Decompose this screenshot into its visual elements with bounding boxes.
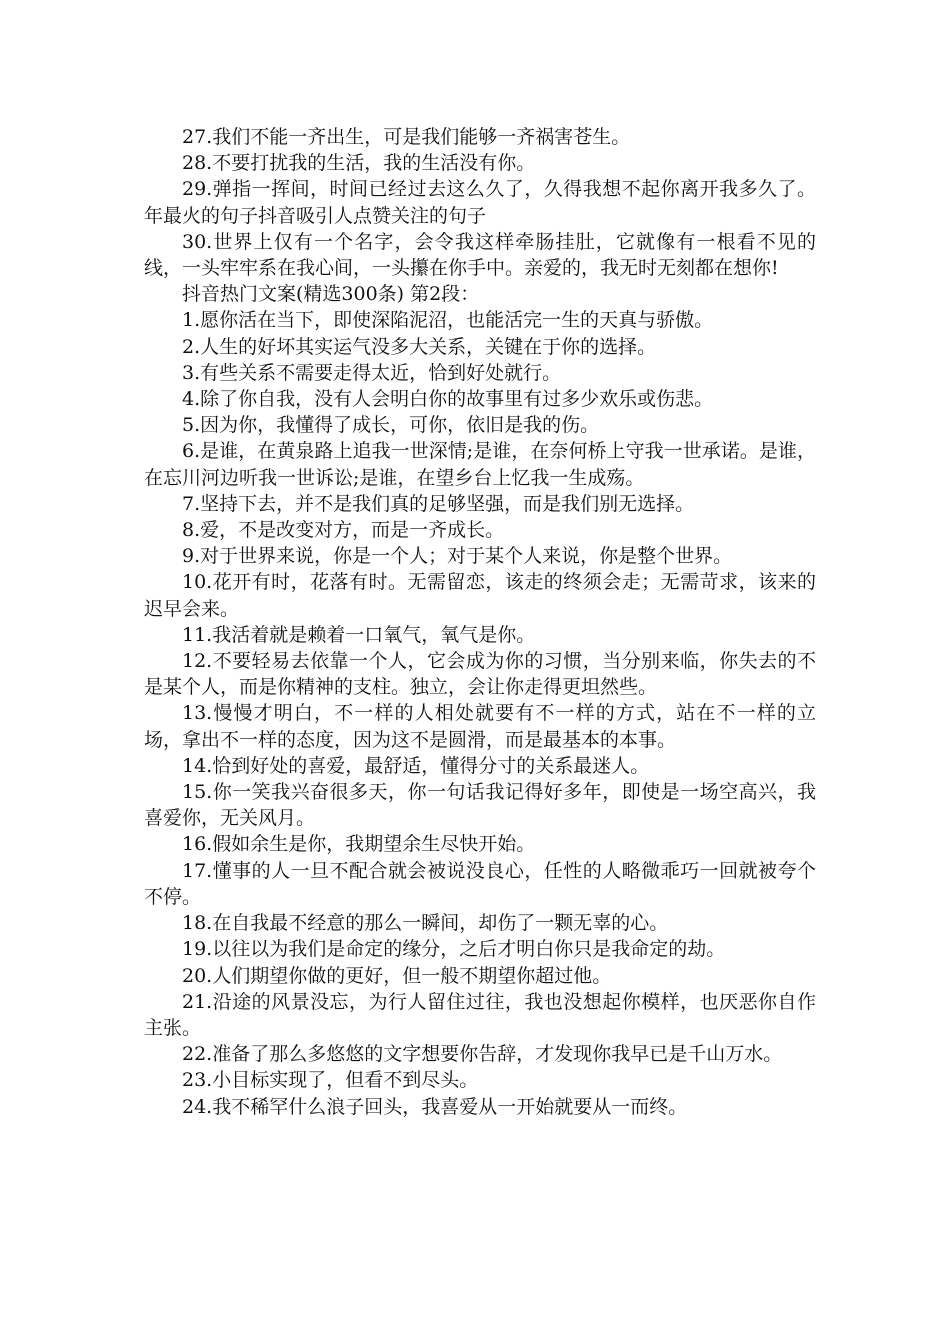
paragraph-item-28: 28.不要打扰我的生活，我的生活没有你。 xyxy=(182,152,536,175)
paragraph-item-12: 12.不要轻易去依靠一个人，它会成为你的习惯，当分别来临，你失去的不是某个人，而是你精神的支柱。独立，会让你走得更坦然些。 xyxy=(144,650,816,699)
paragraph-item-17: 17.懂事的人一旦不配合就会被说没良心，任性的人略微乖巧一回就被夸个不停。 xyxy=(144,859,816,908)
paragraph-item-30: 30.世界上仅有一个名字，会令我这样牵肠挂肚，它就像有一根看不见的线，一头牢牢系在我心间，一头攥在你手中。亲爱的，我无时无刻都在想你! xyxy=(144,230,816,280)
paragraph-item-13: 13.慢慢才明白，不一样的人相处就要有不一样的方式，站在不一样的立场，拿出不一样的态度，因为这不是圆滑，而是最基本的本事。 xyxy=(144,702,816,751)
paragraph-item-8: 8.爱，不是改变对方，而是一齐成长。 xyxy=(182,519,505,542)
paragraph-item-4: 4.除了你自我，没有人会明白你的故事里有过多少欢乐或伤悲。 xyxy=(182,388,714,411)
paragraph-item-16: 16.假如余生是你，我期望余生尽快开始。 xyxy=(182,833,536,856)
section-heading: 抖音热门文案(精选300条) 第2段： xyxy=(182,283,480,306)
paragraph-item-2: 2.人生的好坏其实运气没多大关系，关键在于你的选择。 xyxy=(182,335,657,358)
paragraph-item-29: 29.弹指一挥间，时间已经过去这么久了，久得我想不起你离开我多久了。年最火的句子抖音吸引人点赞关注的句子 xyxy=(144,178,816,227)
paragraph-item-11: 11.我活着就是赖着一口氧气，氧气是你。 xyxy=(182,623,536,646)
document-body xyxy=(144,124,816,1120)
paragraph-item-6: 6.是谁，在黄泉路上追我一世深情;是谁，在奈何桥上守我一世承诺。是谁，在忘川河边听我一世诉讼;是谁，在望乡台上忆我一生成殇。 xyxy=(144,440,816,489)
paragraph-item-5: 5.因为你，我懂得了成长，可你，依旧是我的伤。 xyxy=(182,414,600,437)
paragraph-item-24: 24.我不稀罕什么浪子回头，我喜爱从一开始就要从一而终。 xyxy=(182,1095,688,1118)
paragraph-item-9: 9.对于世界来说，你是一个人；对于某个人来说，你是整个世界。 xyxy=(182,545,733,568)
paragraph-item-15: 15.你一笑我兴奋很多天，你一句话我记得好多年，即使是一场空高兴，我喜爱你，无关风月。 xyxy=(144,781,816,830)
paragraph-item-23: 23.小目标实现了，但看不到尽头。 xyxy=(182,1069,479,1092)
paragraph-item-18: 18.在自我最不经意的那么一瞬间，却伤了一颗无辜的心。 xyxy=(182,912,669,935)
paragraph-item-22: 22.准备了那么多悠悠的文字想要你告辞，才发现你我早已是千山万水。 xyxy=(182,1043,783,1066)
paragraph-item-27: 27.我们不能一齐出生，可是我们能够一齐祸害苍生。 xyxy=(182,126,631,148)
paragraph-item-1: 1.愿你活在当下，即使深陷泥沼，也能活完一生的天真与骄傲。 xyxy=(182,309,714,332)
paragraph-item-20: 20.人们期望你做的更好，但一般不期望你超过他。 xyxy=(182,964,612,987)
paragraph-item-21: 21.沿途的风景没忘，为行人留住过往，我也没想起你模样，也厌恶你自作主张。 xyxy=(144,990,816,1039)
paragraph-item-10: 10.花开有时，花落有时。无需留恋，该走的终须会走；无需苛求，该来的迟早会来。 xyxy=(144,571,816,620)
paragraph-item-14: 14.恰到好处的喜爱，最舒适，懂得分寸的关系最迷人。 xyxy=(182,754,650,777)
paragraph-item-19: 19.以往以为我们是命定的缘分，之后才明白你只是我命定的劫。 xyxy=(182,938,726,961)
paragraph-item-7: 7.坚持下去，并不是我们真的足够坚强，而是我们别无选择。 xyxy=(182,492,695,515)
paragraph-item-3: 3.有些关系不需要走得太近，恰到好处就行。 xyxy=(182,361,562,384)
